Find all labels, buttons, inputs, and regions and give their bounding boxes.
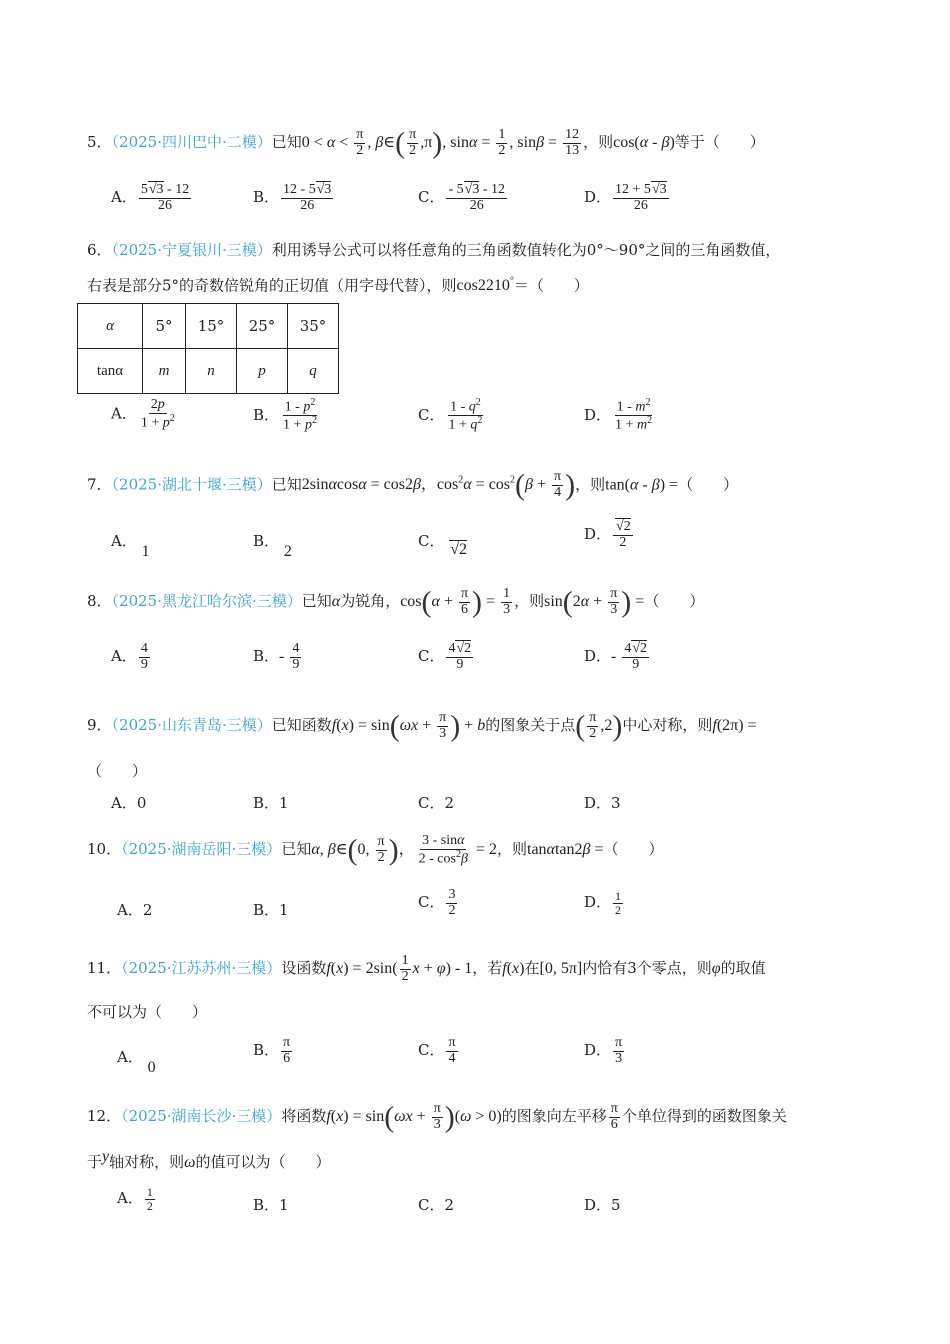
math-expression: α, β∈(0, $\frac{\pi}{2}$ )， $\frac{3 - \sin\alpha}{2 - \cos^2\beta}$ = 2 [311, 832, 497, 867]
math-expression: f(x) = sin(ωx + $\frac{\pi}{3}$ ) + b [331, 709, 486, 743]
option-b[interactable]: B． $\frac{1 - p^2}{1 + p^2}$ [253, 397, 317, 433]
option-c[interactable]: C． √2 [418, 532, 468, 558]
option-c[interactable]: C．2 [418, 1196, 455, 1214]
option-d[interactable]: D．3 [584, 794, 621, 812]
math-expression: ( $\frac{\pi}{2}$ ,2) [575, 709, 623, 743]
question-6-stem: 6．（2025·宁夏银川·三模）利用诱导公式可以将任意角的三角函数值转化为0°～90°之间的三角函数值， [87, 241, 781, 259]
question-number: 11． [87, 959, 122, 977]
question-number: 12． [87, 1107, 122, 1125]
option-d[interactable]: D．5 [584, 1196, 621, 1214]
question-source: （2025·湖南长沙·三模） [121, 1107, 282, 1125]
math-expression: tan(α - β) = [605, 476, 679, 494]
question-12-stem: 12．（2025·湖南长沙·三模）将函数f(x) = sin(ωx + $\frac{\pi}{3}$ )(ω > 0)的图象向左平移 $\frac{\pi}{6}$ 个单位得到的函数图象关 [87, 1100, 787, 1134]
math-expression: 0 < α < $\frac{\pi}{2}$ , β∈( $\frac{\pi}{2}$ ,π), sinα = $\frac{1}{2}$ , sinβ = $\frac{12}{13}$ [301, 126, 580, 160]
math-expression: cos(α + $\frac{\pi}{6}$ ) = $\frac{1}{3}$ [400, 585, 511, 619]
math-expression: f(x) = 2sin( $\frac{1}{2}$ x + φ) - 1 [326, 953, 473, 984]
option-b[interactable]: B．- $\frac{4}{9}$ [253, 641, 300, 672]
option-a[interactable]: A． $\frac{5√3 - 12}{26}$ [111, 182, 190, 213]
option-c[interactable]: C． $\frac{4√2}{9}$ [418, 641, 472, 672]
math-expression: f(2π) = [712, 717, 757, 734]
math-expression: f(x) = sin(ωx + $\frac{\pi}{3}$ )(ω > 0) [326, 1100, 502, 1134]
option-b[interactable]: B． 2 [253, 532, 292, 560]
question-9-answer-bracket: （ ） [87, 762, 148, 780]
option-a[interactable]: A．2 [117, 901, 153, 919]
question-source: （2025·湖北十堰·三模） [111, 475, 272, 494]
question-source: （2025·湖南岳阳·三模） [121, 840, 282, 858]
option-a[interactable]: A． 0 [117, 1048, 156, 1076]
math-expression: f(x) [502, 960, 525, 977]
option-a[interactable]: A． $\frac{2p}{1 + p^2}$ [111, 397, 175, 431]
question-10-stem: 10．（2025·湖南岳阳·三模）已知α, β∈(0, $\frac{\pi}{2}$ )， $\frac{3 - \sin\alpha}{2 - \cos^2\beta}$ = 2，则tanαtan2β =（ ） [87, 832, 664, 867]
option-d[interactable]: D． $\frac{1 - m^2}{1 + m^2}$ [584, 397, 653, 433]
math-expression: sin(2α + $\frac{\pi}{3}$ ) = [544, 585, 645, 619]
math-expression: tanαtan2β = [527, 841, 604, 858]
question-6-stem-line2: 右表是部分5°的奇数倍锐角的正切值（用字母代替），则cos2210°＝（ ） [87, 276, 589, 295]
option-b[interactable]: B．1 [253, 794, 289, 812]
math-expression: cos(α - β) [613, 134, 675, 151]
question-number: 9． [87, 716, 112, 734]
question-number: 5． [87, 133, 112, 151]
option-d[interactable]: D． $\frac{1}{2}$ [584, 889, 622, 917]
option-d[interactable]: D． $\frac{√2}{2}$ [584, 519, 631, 550]
tangent-table [77, 303, 339, 394]
question-number: 6． [87, 241, 112, 259]
question-5-stem: 5．（2025·四川巴中·二模）已知0 < α < $\frac{\pi}{2}$ , β∈( $\frac{\pi}{2}$ ,π), sinα = $\frac{1}{2}$ , sinβ = $\frac{12}{13}$ ，则cos(α - β)等于（ ） [87, 126, 765, 160]
option-b[interactable]: B． $\frac{\pi}{6}$ [253, 1035, 291, 1066]
question-source: （2025·黑龙江哈尔滨·三模） [111, 592, 302, 610]
option-b[interactable]: B． $\frac{12 - 5√3}{26}$ [253, 182, 332, 213]
question-11-stem: 11．（2025·江苏苏州·三模）设函数f(x) = 2sin( $\frac{1}{2}$ x + φ) - 1，若f(x)在[0, 5π]内恰有3个零点，则φ的取值 [87, 953, 766, 984]
math-expression: 2sinαcosα = cos2β，$\cos^2\alpha = \cos^2(\beta$ + $\frac{\pi}{4}$ ) [301, 468, 576, 502]
question-number: 10． [87, 840, 122, 858]
option-a[interactable]: A． $\frac{1}{2}$ [117, 1185, 153, 1213]
option-a[interactable]: A．0 [111, 794, 147, 812]
question-number: 7． [87, 475, 112, 494]
question-source: （2025·山东青岛·三模） [111, 716, 272, 734]
table-row: tanα m n p q [78, 349, 339, 394]
option-a[interactable]: A． $\frac{4}{9}$ [111, 641, 148, 672]
option-d[interactable]: D． $\frac{12 + 5√3}{26}$ [584, 182, 667, 213]
option-d[interactable]: D．- $\frac{4√2}{9}$ [584, 641, 648, 672]
question-7-stem: 7．（2025·湖北十堰·三模）已知2sinαcosα = cos2β，$\cos^2\alpha = \cos^2(\beta$ + $\frac{\pi}{4}$ )，则tan(α - β) =（ ） [87, 468, 739, 502]
math-expression: [0, 5π] [539, 960, 583, 977]
table-row: α 5° 15° 25° 35° [78, 304, 339, 349]
question-9-stem: 9．（2025·山东青岛·三模）已知函数f(x) = sin(ωx + $\frac{\pi}{3}$ ) + b的图象关于点( $\frac{\pi}{2}$ ,2)中心对称，则f(2π) = [87, 709, 757, 743]
option-c[interactable]: C． $\frac{1 - q^2}{1 + q^2}$ [418, 397, 483, 433]
question-number: 8． [87, 592, 112, 610]
question-8-stem: 8．（2025·黑龙江哈尔滨·三模）已知α为锐角，cos(α + $\frac{\pi}{6}$ ) = $\frac{1}{3}$ ，则sin(2α + $\frac{\pi}{3}$ ) =（ ） [87, 585, 705, 619]
math-expression: cos2210° [456, 276, 514, 295]
question-source: （2025·宁夏银川·三模） [111, 241, 272, 259]
question-11-stem-line2: 不可以为（ ） [87, 1003, 208, 1021]
option-c[interactable]: C．2 [418, 794, 455, 812]
question-source: （2025·四川巴中·二模） [111, 133, 272, 151]
option-c[interactable]: C． $\frac{- 5√3 - 12}{26}$ [418, 182, 506, 213]
option-c[interactable]: C． $\frac{\pi}{4}$ [418, 1035, 456, 1066]
option-a[interactable]: A． 1 [111, 532, 150, 560]
option-b[interactable]: B．1 [253, 1196, 289, 1214]
option-d[interactable]: D． $\frac{\pi}{3}$ [584, 1035, 623, 1066]
question-12-stem-line2: 于y轴对称，则ω的值可以为（ ） [87, 1148, 331, 1171]
question-source: （2025·江苏苏州·三模） [121, 959, 282, 977]
option-c[interactable]: C． $\frac{3}{2}$ [418, 887, 456, 918]
option-b[interactable]: B．1 [253, 901, 289, 919]
